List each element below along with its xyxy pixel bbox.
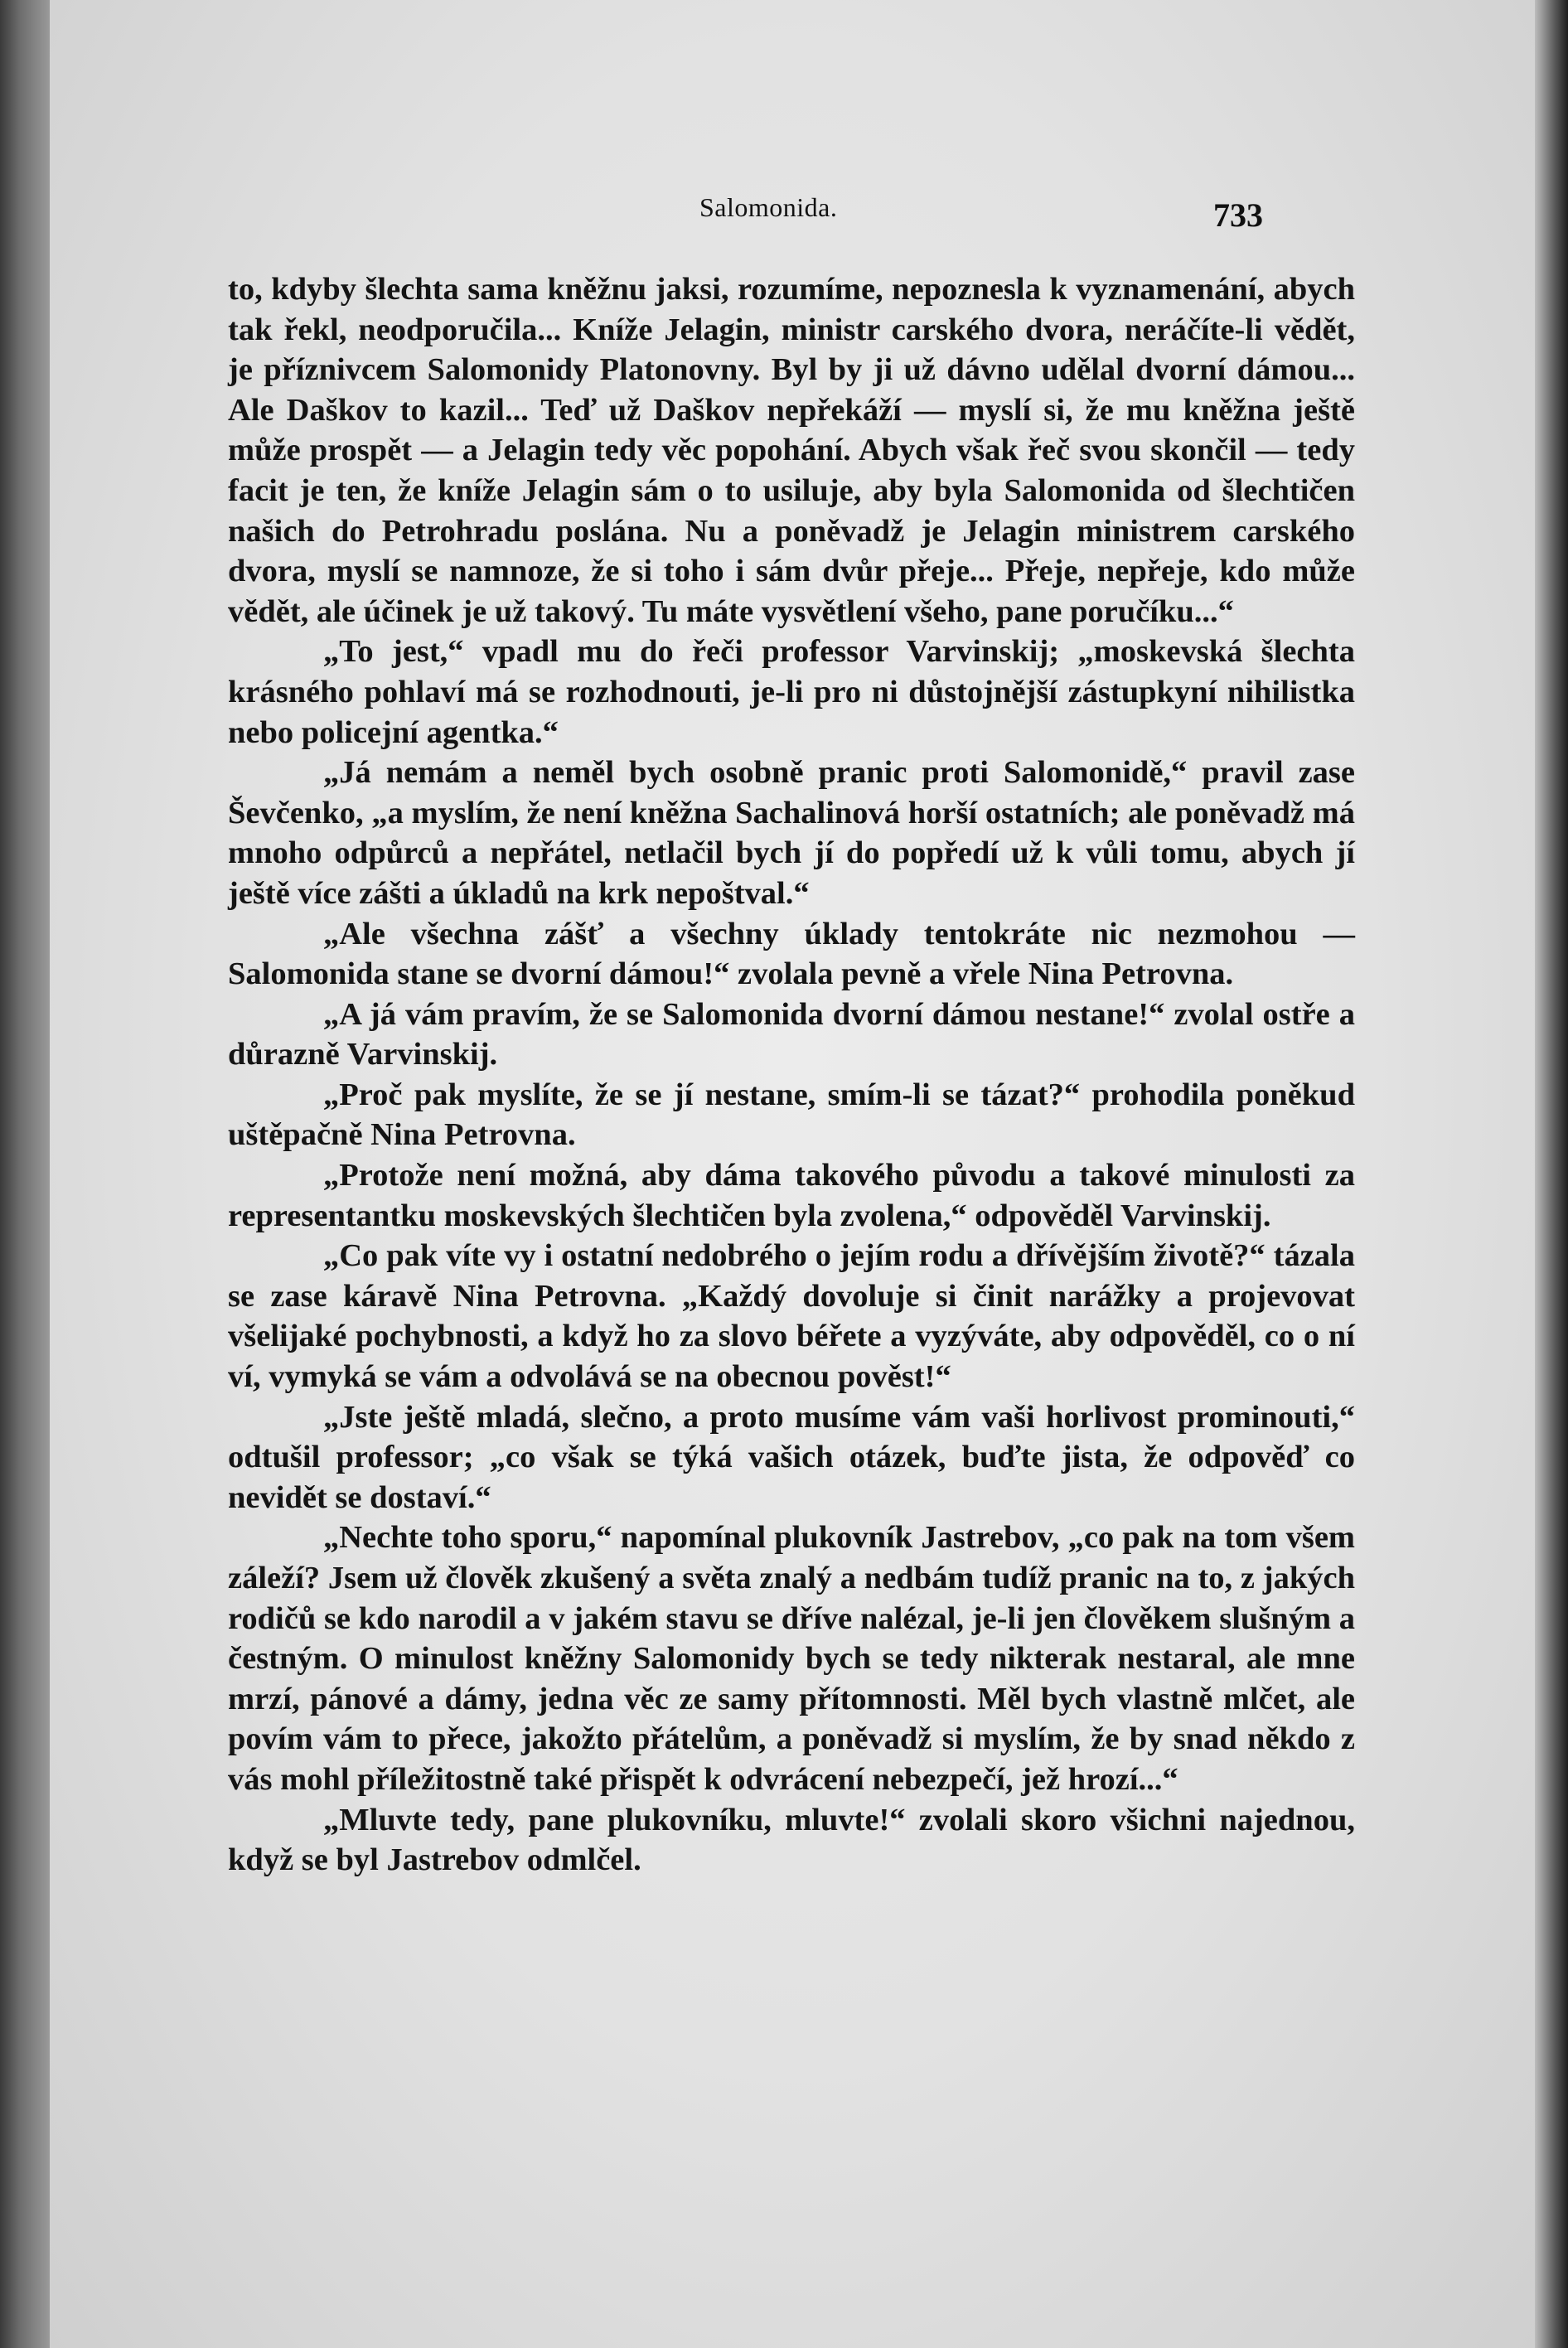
paragraph: „Mluvte tedy, pane plukovníku, mluvte!“ zvolali skoro všichni najednou, když se byl Jastrebov odmlčel. [228, 1802, 1355, 1878]
page-header [50, 192, 1535, 242]
paragraph: „Ale všechna zášť a všechny úklady tentokráte nic nezmohou — Salomonida stane se dvorní dámou!“ zvolala pevně a vřele Nina Petrovna. [228, 916, 1355, 992]
body-text [228, 269, 1355, 1881]
scan-right-edge [1535, 0, 1568, 2348]
paragraph-continued: to, kdyby šlechta sama kněžnu jaksi, rozumíme, nepoznesla k vyznamenání, abych tak řekl, neodporučila... Kníže Jelagin, ministr carského dvora, neráčíte-li vědět, je příznivcem Salomonidy Platonovny. Byl by ji už dávno udělal dvorní dámou... Ale Daškov to kazil... Teď už Daškov nepřekáží — myslí si, že mu kněžna ještě může prospět — a Jelagin tedy věc popohání. Abych však řeč svou skončil — tedy facit je ten, že kníže Jelagin sám o to usiluje, aby byla Salomonida od šlechtičen našich do Petrohradu poslána. Nu a poněvadž je Jelagin ministrem carského dvora, myslí se namnoze, že si toho i sám dvůr přeje... Přeje, nepřeje, kdo může vědět, ale účinek je už takový. Tu máte vysvětlení všeho, pane poručíku...“ [228, 272, 1355, 629]
paragraph: „Já nemám a neměl bych osobně pranic proti Salomonidě,“ pravil zase Ševčenko, „a myslím, že není kněžna Sachalinová horší ostatních; ale poněvadž má mnoho odpůrců a nepřátel, netlačil bych jí do popředí už k vůli tomu, abych jí ještě více zášti a úkladů na krk nepoštval.“ [228, 755, 1355, 911]
running-title: Salomonida. [699, 192, 838, 222]
scan-left-edge [0, 0, 50, 2348]
paragraph: „Protože není možná, aby dáma takového původu a takové minulosti za representantku moskevských šlechtičen byla zvolena,“ odpověděl Varvinskij. [228, 1158, 1355, 1233]
paragraph: „Proč pak myslíte, že se jí nestane, smím-li se tázat?“ prohodila poněkud uštěpačně Nina Petrovna. [228, 1077, 1355, 1153]
paragraph: „Co pak víte vy i ostatní nedobrého o jejím rodu a dřívějším životě?“ tázala se zase káravě Nina Petrovna. „Každý dovoluje si činit narážky a projevovat všelijaké pochybnosti, a když ho za slovo béřete a vyzýváte, aby odpověděl, co o ní ví, vymyká se vám a odvolává se na obecnou pověst!“ [228, 1238, 1355, 1395]
paragraph: „Nechte toho sporu,“ napomínal plukovník Jastrebov, „co pak na tom všem záleží? Jsem už člověk zkušený a světa znalý a nedbám tudíž pranic na to, z jakých rodičů se kdo narodil a v jakém stavu se dříve nalézal, je-li jen člověkem slušným a čestným. O minulost kněžny Salomonidy bych se tedy nikterak nestaral, ale mne mrzí, pánové a dámy, jedna věc ze samy přítomnosti. Měl bych vlastně mlčet, ale povím vám to přece, jakožto přátelům, a poněvadž si myslím, že by snad někdo z vás mohl příležitostně také přispět k odvrácení nebezpečí, jež hrozí...“ [228, 1520, 1355, 1797]
paragraph: „To jest,“ vpadl mu do řeči professor Varvinskij; „moskevská šlechta krásného pohlaví má se rozhodnouti, je-li pro ni důstojnější zástupkyní nihilistka nebo policejní agentka.“ [228, 634, 1355, 750]
page-number: 733 [1213, 196, 1263, 234]
paragraph: „Jste ještě mladá, slečno, a proto musíme vám vaši horlivost prominouti,“ odtušil professor; „co však se týká vašich otázek, buďte jista, že odpověď co nevidět se dostaví.“ [228, 1399, 1355, 1515]
paragraph: „A já vám pravím, že se Salomonida dvorní dámou nestane!“ zvolal ostře a důrazně Varvinskij. [228, 996, 1355, 1072]
book-page [50, 0, 1535, 2348]
